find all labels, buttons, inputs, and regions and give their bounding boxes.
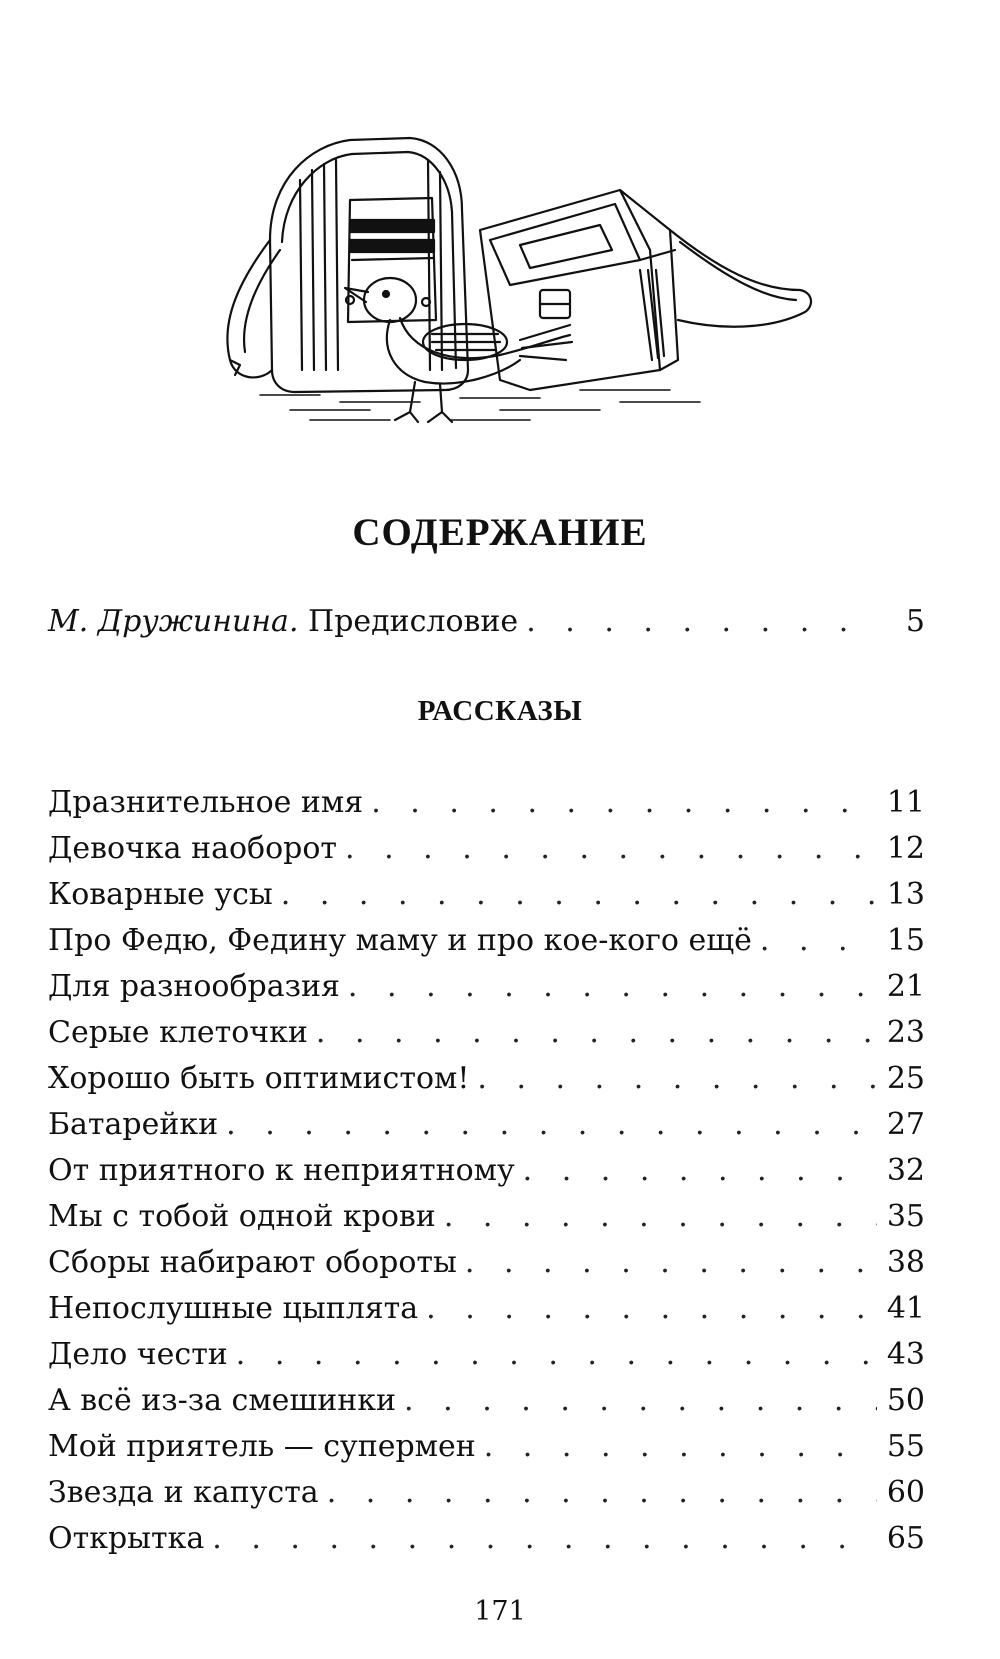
toc-row[interactable]: [48, 1240, 925, 1286]
toc-row[interactable]: [48, 1148, 925, 1194]
toc-entry-title: Дело чести: [48, 1337, 228, 1372]
toc-row[interactable]: [48, 1286, 925, 1332]
toc-row[interactable]: [48, 1470, 925, 1516]
toc-entry-page: 65: [886, 1521, 925, 1556]
dot-leader: [760, 918, 877, 964]
contents-heading: СОДЕРЖАНИЕ: [352, 511, 648, 554]
toc-entry-title: Звезда и капуста: [48, 1475, 319, 1510]
toc-entry-title: Девочка наоборот: [48, 831, 338, 866]
dot-leader: [236, 1332, 877, 1378]
toc-entry-page: 41: [886, 1291, 925, 1326]
toc-entry-page: 5: [905, 604, 925, 639]
toc-entry-title: Непослушные цыплята: [48, 1291, 419, 1326]
toc-row[interactable]: [48, 1010, 925, 1056]
dot-leader: [404, 1378, 877, 1424]
dot-leader: [212, 1516, 877, 1562]
dot-leader: [526, 598, 877, 646]
dot-leader: [426, 1286, 877, 1332]
toc-row[interactable]: [48, 1378, 925, 1424]
preface-entry[interactable]: [48, 598, 925, 646]
dot-leader: [327, 1470, 877, 1516]
toc-entry-title: От приятного к неприятному: [48, 1153, 515, 1188]
toc-row[interactable]: [48, 1056, 925, 1102]
toc-entry-page: 60: [886, 1475, 925, 1510]
toc-entry-page: 32: [886, 1153, 925, 1188]
dot-leader: [371, 780, 877, 826]
toc-entry-title: Дразнительное имя: [48, 785, 364, 820]
toc-entry-page: 25: [886, 1061, 925, 1096]
toc-row[interactable]: [48, 1424, 925, 1470]
toc-entry-title: Серые клеточки: [48, 1015, 308, 1050]
toc-entry-page: 13: [886, 877, 925, 912]
dot-leader: [465, 1240, 877, 1286]
toc-entry-title: Открытка: [48, 1521, 205, 1556]
toc-entry-title: Хорошо быть оптимистом!: [48, 1061, 470, 1096]
dot-leader: [281, 872, 877, 918]
toc-row[interactable]: [48, 872, 925, 918]
toc-entry-title: Сборы набирают обороты: [48, 1245, 457, 1280]
satchel-drawing: [480, 190, 811, 390]
toc-entry-page: 27: [886, 1107, 925, 1142]
toc-entry-title: Мы с тобой одной крови: [48, 1199, 436, 1234]
backpack-satchel-magpie-illustration: [200, 120, 820, 450]
toc-row[interactable]: [48, 1332, 925, 1378]
dot-leader: [345, 826, 877, 872]
toc-row[interactable]: [48, 780, 925, 826]
dot-leader: [444, 1194, 877, 1240]
toc-entry-title: Для разнообразия: [48, 969, 340, 1004]
dot-leader: [348, 964, 877, 1010]
toc-entry-title: Про Федю, Федину маму и про кое-кого ещё: [48, 923, 752, 958]
toc-entry-page: 55: [886, 1429, 925, 1464]
toc-entry-page: 43: [886, 1337, 925, 1372]
ground-hatching: [260, 390, 700, 420]
toc-entry-page: 50: [886, 1383, 925, 1418]
toc-row[interactable]: [48, 1194, 925, 1240]
dot-leader: [477, 1056, 877, 1102]
toc-entry-page: 38: [886, 1245, 925, 1280]
page-number: 171: [474, 1596, 526, 1627]
toc-entry-page: 23: [886, 1015, 925, 1050]
table-of-contents-list: [48, 780, 925, 1562]
toc-row[interactable]: [48, 826, 925, 872]
toc-entry-page: 11: [886, 785, 925, 820]
toc-entry-page: 12: [886, 831, 925, 866]
toc-entry-page: 21: [886, 969, 925, 1004]
toc-row-preface[interactable]: [48, 598, 925, 646]
dot-leader: [226, 1102, 877, 1148]
toc-entry-page: 15: [886, 923, 925, 958]
preface-title: Предисловие: [308, 604, 519, 639]
toc-row[interactable]: [48, 1102, 925, 1148]
preface-author: М. Дружинина.: [48, 604, 299, 639]
toc-row[interactable]: [48, 1516, 925, 1562]
toc-row[interactable]: [48, 918, 925, 964]
toc-entry-title: [48, 598, 518, 646]
dot-leader: [316, 1010, 877, 1056]
toc-row[interactable]: [48, 964, 925, 1010]
toc-entry-title: Коварные усы: [48, 877, 273, 912]
dot-leader: [523, 1148, 877, 1194]
toc-entry-title: А всё из-за смешинки: [48, 1383, 397, 1418]
toc-entry-title: Батарейки: [48, 1107, 219, 1142]
dot-leader: [484, 1424, 877, 1470]
toc-entry-page: 35: [886, 1199, 925, 1234]
toc-entry-title: Мой приятель — супермен: [48, 1429, 476, 1464]
section-title-stories: РАССКАЗЫ: [417, 695, 583, 727]
magpie-drawing: [345, 278, 572, 422]
